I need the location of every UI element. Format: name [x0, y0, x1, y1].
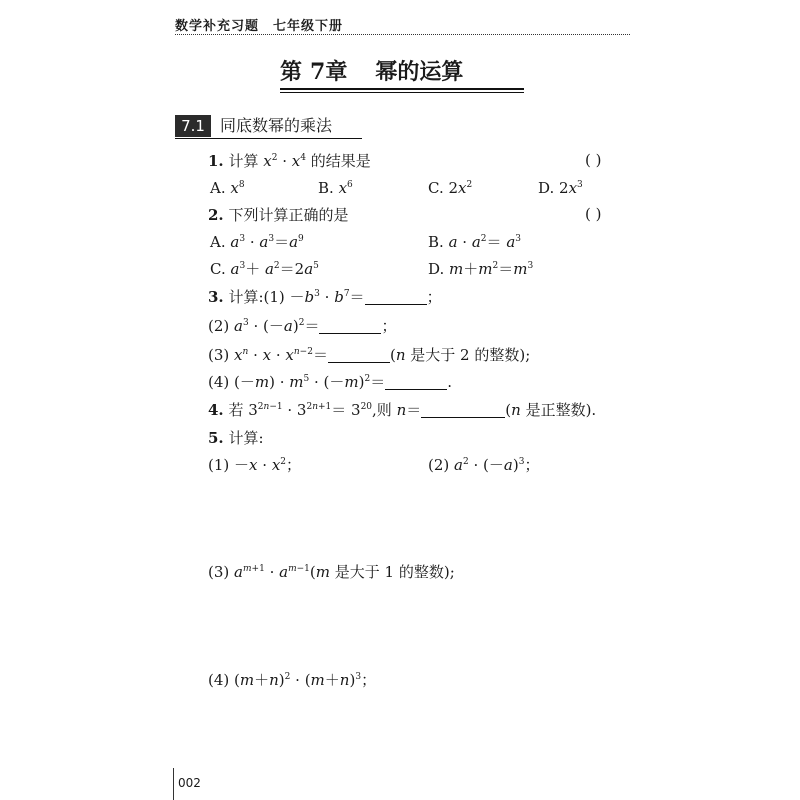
q5-part4: (4) $(m+n)^2 \cdot (m+n)^3$；	[208, 671, 377, 689]
chapter-name: 幂的运算	[375, 59, 464, 85]
running-head	[175, 15, 343, 34]
q3-part3: (3) $x^n \cdot x \cdot x^{n-2}= (n$ 是大于 2 的整数);	[208, 346, 531, 364]
chapter-number: 7章	[310, 59, 348, 85]
q1-option-a: A. $x^8$	[210, 179, 245, 197]
grade-label: 七年级下册	[273, 19, 344, 34]
q1-stem: 1. 计算 $x^2 \cdot x^4$ 的结果是	[208, 152, 371, 170]
q3-part2: (2) $a^3 \cdot (-a)^2=$ ；	[208, 317, 397, 335]
q3-4-blank[interactable]	[385, 375, 447, 390]
q1-option-c: C. $2x^2$	[428, 179, 473, 197]
q3-part1: 3. 计算:(1) $-b^3 \cdot b^7=$ ；	[208, 288, 442, 306]
section-number: 7.1	[175, 115, 211, 137]
q1-option-d: D. $2x^3$	[538, 179, 583, 197]
book-title: 数学补充习题	[175, 19, 260, 34]
q4-stem: 4. 若 $3^{2n-1} \cdot 3^{2n+1}= 3^{20}$,则 n＝ (n 是正整数).	[208, 401, 597, 419]
q5-part2: (2) $a^2 \cdot (-a)^3$；	[428, 456, 540, 474]
q1-answer-paren[interactable]: ( )	[585, 151, 602, 169]
page-number: 002	[178, 776, 201, 790]
chapter-rule	[280, 88, 524, 90]
q5-part1: $(1) -x \cdot x^2$；	[208, 456, 302, 474]
section-title: 同底数幂的乘法	[220, 116, 333, 135]
chapter-title	[280, 55, 463, 86]
q5-stem: 5. 计算:	[208, 429, 264, 447]
q1-option-b: B. $x^6$	[318, 179, 353, 197]
q2-option-d: D. $m+m^2=m^3$	[428, 260, 534, 278]
q3-1-blank[interactable]	[365, 290, 427, 305]
q3-2-blank[interactable]	[319, 319, 381, 334]
q5-part3: (3) $a^{m+1} \cdot a^{m-1}(m$ 是大于 1 的整数);	[208, 563, 455, 581]
chapter-prefix: 第	[280, 59, 303, 85]
q2-answer-paren[interactable]: ( )	[585, 205, 602, 223]
q3-part4: (4) $(-m) \cdot m^5 \cdot (-m)^2=$ .	[208, 373, 453, 391]
q4-blank[interactable]	[421, 403, 505, 418]
page-number-bar	[173, 768, 174, 800]
q3-3-blank[interactable]	[328, 348, 390, 363]
q2-option-b: B. $a \cdot a^2= a^3$	[428, 233, 521, 251]
q2-option-c: C. $a^3+ a^2=2a^5$	[210, 260, 319, 278]
chapter-rule-thin	[280, 92, 524, 93]
header-divider	[175, 34, 630, 35]
q2-stem: 2. 下列计算正确的是	[208, 206, 349, 224]
section-rule	[175, 138, 362, 139]
q2-option-a: A. $a^3 \cdot a^3=a^9$	[210, 233, 304, 251]
